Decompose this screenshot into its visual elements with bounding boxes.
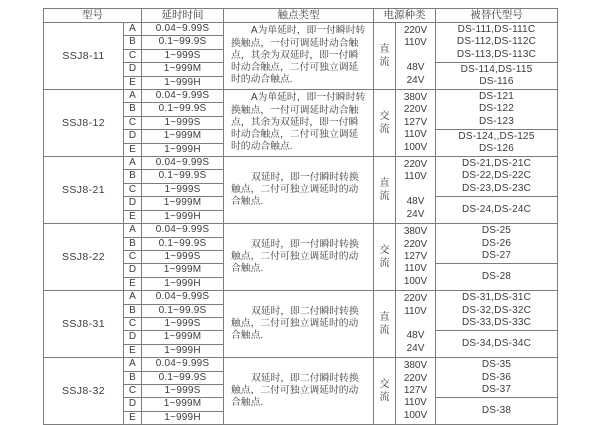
voltage-option: 100V — [403, 275, 428, 287]
replaced-model-item: DS-113,DS-113C — [456, 48, 537, 60]
voltage-option: 100V — [403, 141, 428, 153]
contact-type-cell: 双延时，即二付瞬时转换触点，二付可独立调延时的动合触点. — [224, 358, 374, 425]
model-cell: SSJ8-11 — [44, 23, 124, 90]
table-row — [44, 157, 558, 170]
model-cell: SSJ8-31 — [44, 291, 124, 358]
relay-spec-table — [43, 8, 558, 425]
delay-letter: C — [124, 183, 142, 196]
delay-letter: C — [124, 49, 142, 62]
delay-value: 1~999S — [142, 317, 224, 330]
replaced-models-top — [436, 157, 558, 197]
delay-letter: E — [124, 76, 142, 89]
delay-letter: E — [124, 143, 142, 156]
delay-value: 0.04~9.99S — [142, 224, 224, 237]
replaced-model-item: DS-36 — [481, 371, 512, 383]
replaced-models-top — [436, 224, 558, 264]
voltage-option: 24V — [406, 208, 425, 220]
voltage-option: 380V — [403, 226, 428, 238]
replaced-model-item: DS-111,DS-111C — [457, 24, 536, 36]
voltage-cell — [396, 291, 436, 358]
voltage-option: 220V — [403, 293, 428, 305]
delay-letter: E — [124, 210, 142, 223]
delay-value: 0.1~99.9S — [142, 36, 224, 49]
replaced-model-item: DS-34,DS-34C — [461, 338, 532, 350]
contact-type-cell: 双延时，即一付瞬时转换触点，二付可独立调延时的动合触点. — [224, 157, 374, 224]
delay-letter: D — [124, 398, 142, 411]
replaced-model-item: DS-121 — [478, 91, 515, 103]
delay-letter: D — [124, 63, 142, 76]
delay-letter: B — [124, 371, 142, 384]
replaced-model-item: DS-22,DS-22C — [461, 170, 532, 182]
delay-value: 1~999S — [142, 250, 224, 263]
delay-value: 0.1~99.9S — [142, 371, 224, 384]
voltage-option: 48V — [406, 196, 425, 208]
voltage-cell — [396, 157, 436, 224]
delay-value: 1~999M — [142, 398, 224, 411]
delay-value: 0.1~99.9S — [142, 103, 224, 116]
replaced-model-item: DS-28 — [481, 271, 512, 283]
delay-letter: A — [124, 224, 142, 237]
delay-letter: B — [124, 237, 142, 250]
replaced-model-item: DS-112,DS-112C — [456, 36, 537, 48]
power-kind-label: 交流 — [379, 111, 390, 136]
header-row — [44, 9, 558, 23]
voltage-option: 127V — [403, 116, 428, 128]
replaced-model-item: DS-38 — [481, 405, 512, 417]
replaced-models-top — [436, 291, 558, 331]
replaced-model-item: DS-123 — [478, 115, 515, 127]
delay-letter: A — [124, 358, 142, 371]
voltage-option: 110V — [404, 263, 427, 275]
table-row — [44, 23, 558, 36]
header-model: 型号 — [44, 9, 142, 23]
delay-value: 0.04~9.99S — [142, 90, 224, 103]
replaced-model-item: DS-37 — [481, 383, 512, 395]
voltage-option: 110V — [404, 305, 427, 317]
voltage-option: 220V — [403, 238, 428, 250]
replaced-models-top — [436, 90, 558, 130]
power-kind-cell — [374, 157, 396, 224]
delay-value: 1~999M — [142, 264, 224, 277]
header-power-kind: 电源种类 — [374, 9, 436, 23]
replaced-models-top — [436, 23, 558, 63]
delay-letter: A — [124, 23, 142, 36]
voltage-option: 110V — [404, 129, 427, 141]
voltage-option: 380V — [403, 92, 428, 104]
voltage-option: 48V — [406, 62, 425, 74]
delay-value: 1~999S — [142, 183, 224, 196]
model-cell: SSJ8-21 — [44, 157, 124, 224]
power-kind-cell — [374, 90, 396, 157]
delay-letter: D — [124, 264, 142, 277]
power-kind-label: 直流 — [379, 44, 390, 69]
voltage-option: 127V — [403, 250, 428, 262]
replaced-models-bottom — [436, 398, 558, 425]
voltage-option: 48V — [406, 330, 425, 342]
header-delay-time: 延时时间 — [142, 9, 224, 23]
voltage-option: 110V — [404, 171, 427, 183]
delay-letter: C — [124, 384, 142, 397]
power-kind-label: 交流 — [379, 245, 390, 270]
voltage-option — [396, 184, 435, 196]
header-contact-type: 触点类型 — [224, 9, 374, 23]
voltage-cell — [396, 358, 436, 425]
replaced-models-top — [436, 358, 558, 398]
replaced-model-item: DS-23,DS-23C — [461, 182, 532, 194]
voltage-option — [396, 50, 435, 62]
delay-letter: B — [124, 36, 142, 49]
delay-letter: B — [124, 103, 142, 116]
voltage-option: 24V — [406, 74, 425, 86]
voltage-option: 110V — [404, 37, 427, 49]
delay-value: 1~999M — [142, 331, 224, 344]
replaced-models-bottom — [436, 130, 558, 157]
replaced-models-bottom — [436, 197, 558, 224]
voltage-cell — [396, 23, 436, 90]
delay-value: 1~999S — [142, 384, 224, 397]
delay-value: 0.04~9.99S — [142, 291, 224, 304]
replaced-model-item: DS-27 — [481, 249, 512, 261]
voltage-cell — [396, 224, 436, 291]
delay-value: 1~999S — [142, 116, 224, 129]
delay-value: 1~999M — [142, 197, 224, 210]
replaced-model-item: DS-26 — [481, 237, 512, 249]
delay-letter: B — [124, 304, 142, 317]
delay-value: 0.04~9.99S — [142, 358, 224, 371]
replaced-models-bottom — [436, 331, 558, 358]
replaced-model-item: DS-126 — [478, 143, 515, 155]
header-replaced-model: 被替代型号 — [436, 9, 558, 23]
voltage-option: 220V — [403, 372, 428, 384]
delay-letter: D — [124, 130, 142, 143]
replaced-model-item: DS-24,DS-24C — [461, 203, 532, 215]
replaced-model-item: DS-21,DS-21C — [461, 158, 532, 170]
delay-value: 0.04~9.99S — [142, 23, 224, 36]
delay-value: 0.1~99.9S — [142, 170, 224, 183]
voltage-option — [396, 318, 435, 330]
replaced-model-item: DS-25 — [481, 225, 512, 237]
contact-type-cell: 双延时，即一付瞬时转换触点，二付可独立调延时的动合触点. — [224, 224, 374, 291]
contact-type-cell: A为单延时，即一付瞬时转换触点，一付可调延时动合触点，其余为双延时，即一付瞬时动合触点，二付可独立调延时的动合触点. — [224, 23, 374, 90]
power-kind-cell — [374, 358, 396, 425]
power-kind-label: 交流 — [379, 379, 390, 404]
voltage-option: 220V — [403, 104, 428, 116]
power-kind-label: 直流 — [379, 312, 390, 337]
replaced-model-item: DS-31,DS-31C — [461, 292, 532, 304]
contact-type-cell: 双延时，即二付瞬时转换触点，二付可独立调延时的动合触点. — [224, 291, 374, 358]
model-cell: SSJ8-12 — [44, 90, 124, 157]
power-kind-cell — [374, 23, 396, 90]
replaced-model-item: DS-35 — [481, 359, 512, 371]
table-row — [44, 358, 558, 371]
replaced-model-item: DS-114,DS-115 — [460, 63, 533, 75]
replaced-models-bottom — [436, 264, 558, 291]
power-kind-cell — [374, 224, 396, 291]
delay-letter: E — [124, 277, 142, 290]
delay-value: 0.04~9.99S — [142, 157, 224, 170]
delay-value: 1~999H — [142, 143, 224, 156]
replaced-models-bottom — [436, 63, 558, 90]
delay-value: 1~999H — [142, 210, 224, 223]
model-cell: SSJ8-22 — [44, 224, 124, 291]
delay-value: 1~999S — [142, 49, 224, 62]
delay-letter: C — [124, 116, 142, 129]
replaced-model-item: DS-32,DS-32C — [461, 304, 532, 316]
delay-letter: B — [124, 170, 142, 183]
delay-value: 1~999H — [142, 76, 224, 89]
voltage-option: 100V — [403, 409, 428, 421]
delay-value: 1~999H — [142, 344, 224, 357]
model-cell: SSJ8-32 — [44, 358, 124, 425]
table-row — [44, 224, 558, 237]
delay-value: 0.1~99.9S — [142, 237, 224, 250]
delay-letter: C — [124, 250, 142, 263]
delay-value: 0.1~99.9S — [142, 304, 224, 317]
voltage-option: 24V — [406, 342, 425, 354]
replaced-model-item: DS-124,,DS-125 — [458, 130, 535, 142]
delay-value: 1~999M — [142, 63, 224, 76]
replaced-model-item: DS-33,DS-33C — [461, 316, 532, 328]
voltage-option: 110V — [404, 397, 427, 409]
table-row — [44, 90, 558, 103]
delay-letter: A — [124, 90, 142, 103]
delay-value: 1~999M — [142, 130, 224, 143]
voltage-cell — [396, 90, 436, 157]
delay-letter: A — [124, 157, 142, 170]
replaced-model-item: DS-122 — [478, 103, 515, 115]
power-kind-cell — [374, 291, 396, 358]
voltage-option: 380V — [403, 360, 428, 372]
delay-letter: D — [124, 197, 142, 210]
delay-value: 1~999H — [142, 277, 224, 290]
delay-value: 1~999H — [142, 411, 224, 424]
replaced-model-item: DS-116 — [479, 76, 514, 88]
delay-letter: E — [124, 411, 142, 424]
delay-letter: A — [124, 291, 142, 304]
contact-type-cell: A为单延时，即一付瞬时转换触点，一付可调延时动合触点，其余为双延时，即一付瞬时动合触点，二付可独立调延时的动合触点. — [224, 90, 374, 157]
delay-letter: C — [124, 317, 142, 330]
voltage-option: 127V — [403, 384, 428, 396]
delay-letter: E — [124, 344, 142, 357]
power-kind-label: 直流 — [379, 178, 390, 203]
voltage-option: 220V — [403, 25, 428, 37]
voltage-option: 220V — [403, 159, 428, 171]
table-row — [44, 291, 558, 304]
delay-letter: D — [124, 331, 142, 344]
